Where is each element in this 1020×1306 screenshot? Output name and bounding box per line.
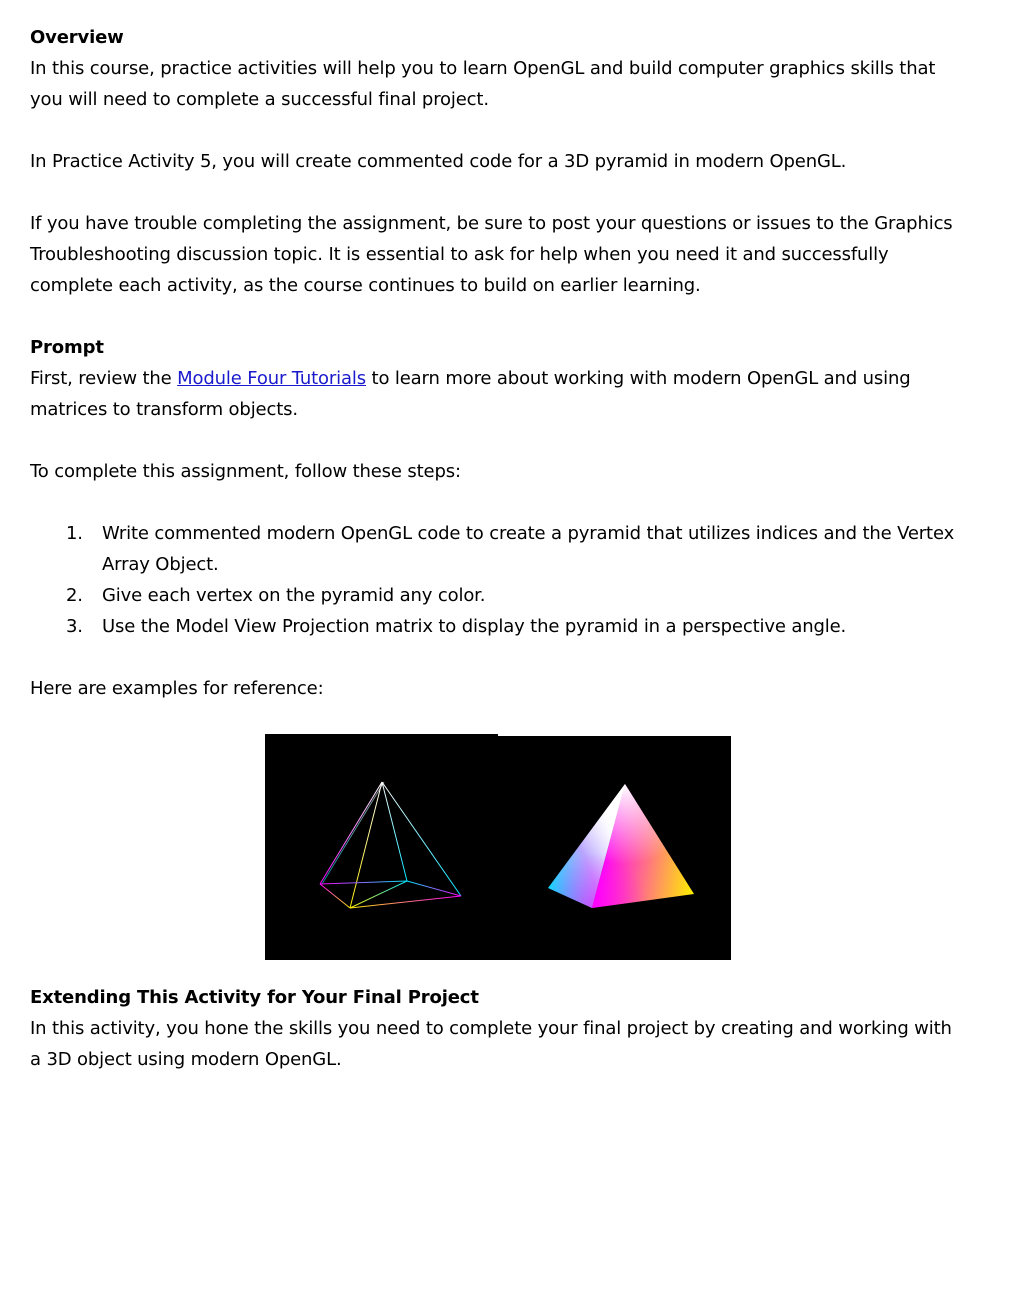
paragraph-gap [30, 642, 980, 673]
wire-edge [350, 782, 382, 908]
module-four-tutorials-link[interactable]: Module Four Tutorials [177, 368, 366, 389]
trouble-paragraph-line: Troubleshooting discussion topic. It is essential to ask for help when you need it and successfully [30, 244, 889, 265]
paragraph-gap [30, 115, 980, 146]
prompt-heading: Prompt [30, 337, 104, 358]
review-paragraph-line [30, 363, 980, 394]
solid-pyramid-svg [498, 736, 731, 960]
wire-edge [320, 884, 350, 908]
wire-edge [350, 896, 461, 908]
wire-edge [350, 881, 407, 908]
review-paragraph-line: matrices to transform objects. [30, 399, 298, 420]
wire-edge [320, 881, 407, 884]
step-number: 2. [66, 585, 83, 606]
paragraph-gap [30, 301, 980, 332]
paragraph-gap [30, 177, 980, 208]
wire-edge [382, 782, 407, 881]
extending-section [30, 982, 980, 1075]
review-prefix: First, review the [30, 368, 178, 389]
paragraph-gap [30, 487, 980, 518]
example-figures [265, 734, 731, 960]
wire-edge [322, 782, 384, 884]
wireframe-pyramid-svg [265, 734, 498, 960]
list-item [30, 518, 980, 580]
paragraph-gap [30, 425, 980, 456]
trouble-paragraph-line: complete each activity, as the course continues to build on earlier learning. [30, 275, 701, 296]
extending-paragraph-line: a 3D object using modern OpenGL. [30, 1049, 342, 1070]
activity-paragraph: In Practice Activity 5, you will create commented code for a 3D pyramid in modern OpenGL. [30, 151, 847, 172]
review-suffix: to learn more about working with modern OpenGL and using [365, 368, 911, 389]
step-number: 3. [66, 616, 83, 637]
step-text-line: Give each vertex on the pyramid any color. [102, 585, 486, 606]
overview-heading: Overview [30, 27, 124, 48]
examples-intro: Here are examples for reference: [30, 678, 324, 699]
document-body [30, 22, 980, 704]
solid-pyramid-figure [498, 736, 731, 960]
extending-paragraph-line: In this activity, you hone the skills you need to complete your final project by creating and working with [30, 1018, 952, 1039]
pyramid-apex-highlight [548, 784, 694, 908]
overview-paragraph-line: In this course, practice activities will help you to learn OpenGL and build computer graphics skills that [30, 58, 936, 79]
wireframe-pyramid-figure [265, 734, 498, 960]
trouble-paragraph-line: If you have trouble completing the assignment, be sure to post your questions or issues to the Graphics [30, 213, 953, 234]
overview-paragraph-line: you will need to complete a successful final project. [30, 89, 489, 110]
step-number: 1. [66, 523, 83, 544]
wire-edge [407, 881, 461, 896]
step-text-line: Write commented modern OpenGL code to create a pyramid that utilizes indices and the Vertex [102, 523, 955, 544]
wire-edge [382, 782, 461, 896]
steps-intro: To complete this assignment, follow these steps: [30, 461, 461, 482]
list-item [30, 580, 980, 611]
step-text-line: Array Object. [102, 554, 219, 575]
list-item [30, 611, 980, 642]
wire-edge [320, 782, 382, 884]
steps-list [30, 518, 980, 642]
extending-heading: Extending This Activity for Your Final Project [30, 987, 479, 1008]
step-text-line: Use the Model View Projection matrix to display the pyramid in a perspective angle. [102, 616, 847, 637]
